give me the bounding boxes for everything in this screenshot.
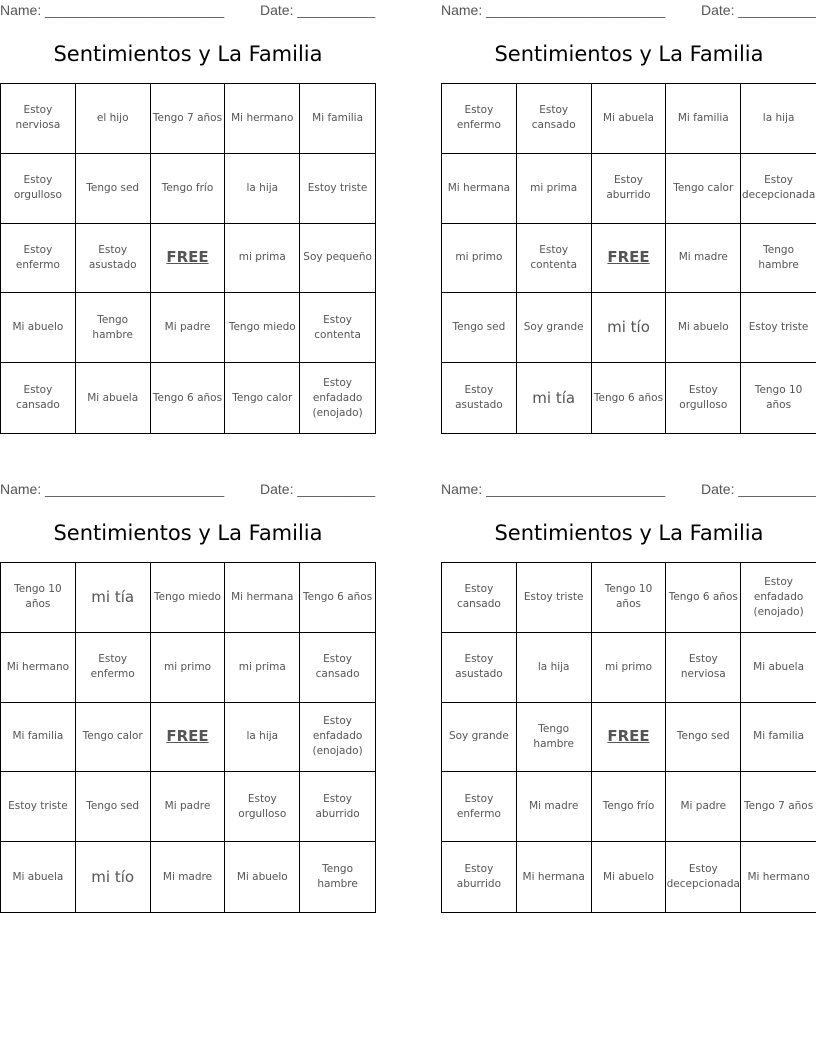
bingo-cell: Mi hermana bbox=[225, 563, 300, 633]
bingo-cell: Tengo calor bbox=[76, 703, 151, 773]
bingo-cell: Estoy cansado bbox=[1, 363, 76, 433]
bingo-cell: Mi abuelo bbox=[225, 842, 300, 912]
bingo-cell: Tengo sed bbox=[666, 703, 741, 773]
bingo-cell: Mi abuela bbox=[592, 84, 667, 154]
bingo-cell: Mi hermano bbox=[225, 84, 300, 154]
bingo-cell: Tengo sed bbox=[76, 154, 151, 224]
bingo-cell: Estoy orgulloso bbox=[1, 154, 76, 224]
bingo-cell: Estoy asustado bbox=[76, 224, 151, 294]
bingo-cell: la hija bbox=[225, 154, 300, 224]
bingo-cell: Tengo hambre bbox=[741, 224, 816, 294]
bingo-cell: mi primo bbox=[592, 633, 667, 703]
bingo-cell: Estoy decepcionada bbox=[666, 842, 741, 912]
bingo-cell: Soy pequeño bbox=[300, 224, 375, 294]
bingo-cell: mi primo bbox=[151, 633, 226, 703]
bingo-cell: mi tío bbox=[76, 842, 151, 912]
bingo-cell: Estoy nerviosa bbox=[1, 84, 76, 154]
bingo-cell: Estoy triste bbox=[300, 154, 375, 224]
bingo-cell: Estoy cansado bbox=[442, 563, 517, 633]
bingo-cell: Mi padre bbox=[666, 772, 741, 842]
bingo-cell: el hijo bbox=[76, 84, 151, 154]
bingo-cell: mi prima bbox=[225, 224, 300, 294]
bingo-cell: Estoy decepcionada bbox=[741, 154, 816, 224]
bingo-cell: Estoy enfermo bbox=[1, 224, 76, 294]
bingo-cell: Tengo sed bbox=[76, 772, 151, 842]
bingo-cell: Tengo hambre bbox=[76, 293, 151, 363]
bingo-cell: Tengo frío bbox=[592, 772, 667, 842]
name-field-line: Name: _______________________ bbox=[441, 481, 666, 497]
card-title: Sentimientos y La Familia bbox=[494, 521, 764, 545]
name-field-line: Name: _______________________ bbox=[0, 2, 225, 18]
bingo-cell: Mi abuela bbox=[76, 363, 151, 433]
bingo-cell: Mi familia bbox=[741, 703, 816, 773]
free-space-cell: FREE bbox=[592, 224, 667, 294]
bingo-cell: Estoy enfermo bbox=[76, 633, 151, 703]
date-field-line: Date: __________ bbox=[260, 481, 376, 497]
name-field-line: Name: _______________________ bbox=[0, 481, 225, 497]
bingo-cell: Estoy orgulloso bbox=[225, 772, 300, 842]
bingo-cell: Tengo 6 años bbox=[151, 363, 226, 433]
bingo-cell: Mi abuelo bbox=[1, 293, 76, 363]
bingo-cell: mi tía bbox=[517, 363, 592, 433]
bingo-cell: Estoy enfadado (enojado) bbox=[300, 703, 375, 773]
date-field-line: Date: __________ bbox=[701, 2, 816, 18]
bingo-cell: Mi hermana bbox=[517, 842, 592, 912]
bingo-cell: Mi abuelo bbox=[666, 293, 741, 363]
free-space-cell: FREE bbox=[151, 703, 226, 773]
bingo-cell: Mi hermano bbox=[1, 633, 76, 703]
bingo-cell: Mi abuela bbox=[741, 633, 816, 703]
bingo-cell: Estoy enfadado (enojado) bbox=[312, 376, 363, 419]
bingo-cell: mi primo bbox=[442, 224, 517, 294]
card-title: Sentimientos y La Familia bbox=[53, 521, 323, 545]
bingo-cell: Estoy contenta bbox=[517, 224, 592, 294]
date-field-line: Date: __________ bbox=[260, 2, 376, 18]
bingo-cell: Tengo frío bbox=[151, 154, 226, 224]
bingo-cell: Tengo 7 años bbox=[151, 84, 226, 154]
name-field-line: Name: _______________________ bbox=[441, 2, 666, 18]
bingo-cell: Mi abuelo bbox=[592, 842, 667, 912]
bingo-cell: Tengo 7 años bbox=[741, 772, 816, 842]
bingo-cell: Tengo hambre bbox=[517, 703, 592, 773]
bingo-cell: Mi padre bbox=[151, 293, 226, 363]
bingo-cell: Estoy nerviosa bbox=[666, 633, 741, 703]
bingo-cell: Estoy cansado bbox=[300, 633, 375, 703]
bingo-cell: Estoy triste bbox=[741, 293, 816, 363]
bingo-cell: Mi hermana bbox=[442, 154, 517, 224]
bingo-cell: Mi padre bbox=[151, 772, 226, 842]
bingo-grid bbox=[0, 83, 376, 434]
bingo-cell: mi tío bbox=[592, 293, 667, 363]
bingo-cell: Tengo 6 años bbox=[592, 363, 667, 433]
bingo-grid bbox=[441, 562, 816, 913]
bingo-cell: Tengo 10 años bbox=[592, 563, 667, 633]
bingo-cell: Mi familia bbox=[666, 84, 741, 154]
bingo-cell: la hija bbox=[517, 633, 592, 703]
bingo-cell: mi tía bbox=[76, 563, 151, 633]
bingo-cell: Tengo calor bbox=[666, 154, 741, 224]
bingo-cell: Estoy asustado bbox=[442, 633, 517, 703]
bingo-grid bbox=[441, 83, 816, 434]
bingo-cell: Tengo miedo bbox=[225, 293, 300, 363]
free-space-cell: FREE bbox=[151, 224, 226, 294]
free-space-cell: FREE bbox=[592, 703, 667, 773]
bingo-cell: Tengo 10 años bbox=[1, 563, 76, 633]
bingo-cell: Estoy enfadado (enojado) bbox=[741, 563, 816, 633]
bingo-cell: Soy grande bbox=[442, 703, 517, 773]
bingo-cell: mi prima bbox=[517, 154, 592, 224]
bingo-cell: Estoy aburrido bbox=[592, 154, 667, 224]
card-title: Sentimientos y La Familia bbox=[53, 42, 323, 66]
bingo-cell: Estoy enfermo bbox=[442, 84, 517, 154]
bingo-cell: Soy grande bbox=[517, 293, 592, 363]
bingo-cell: Estoy triste bbox=[517, 563, 592, 633]
bingo-grid bbox=[0, 562, 376, 913]
bingo-cell: Estoy cansado bbox=[517, 84, 592, 154]
bingo-cell: Tengo miedo bbox=[151, 563, 226, 633]
bingo-cell: Estoy triste bbox=[1, 772, 76, 842]
date-field-line: Date: __________ bbox=[701, 481, 816, 497]
bingo-cell: Tengo 6 años bbox=[666, 563, 741, 633]
bingo-cell: Mi abuela bbox=[1, 842, 76, 912]
bingo-cell: Estoy aburrido bbox=[300, 772, 375, 842]
bingo-cell: Mi familia bbox=[300, 84, 375, 154]
card-title: Sentimientos y La Familia bbox=[494, 42, 764, 66]
bingo-cell: Mi madre bbox=[666, 224, 741, 294]
bingo-cell: Mi madre bbox=[151, 842, 226, 912]
bingo-cell: la hija bbox=[225, 703, 300, 773]
bingo-cell: Estoy orgulloso bbox=[666, 363, 741, 433]
bingo-cell: Mi hermano bbox=[747, 870, 810, 883]
bingo-cell: mi prima bbox=[225, 633, 300, 703]
bingo-cell: Tengo sed bbox=[442, 293, 517, 363]
bingo-cell: Estoy asustado bbox=[442, 363, 517, 433]
bingo-cell: Tengo calor bbox=[225, 363, 300, 433]
bingo-cell: Mi madre bbox=[517, 772, 592, 842]
bingo-cell: Tengo hambre bbox=[317, 863, 358, 891]
bingo-cell: la hija bbox=[741, 84, 816, 154]
bingo-cell: Tengo 10 años bbox=[754, 384, 803, 412]
bingo-cell: Estoy enfermo bbox=[442, 772, 517, 842]
bingo-cell: Estoy contenta bbox=[300, 293, 375, 363]
bingo-cell: Estoy aburrido bbox=[442, 842, 517, 912]
bingo-cell: Tengo 6 años bbox=[300, 563, 375, 633]
bingo-cell: Mi familia bbox=[1, 703, 76, 773]
